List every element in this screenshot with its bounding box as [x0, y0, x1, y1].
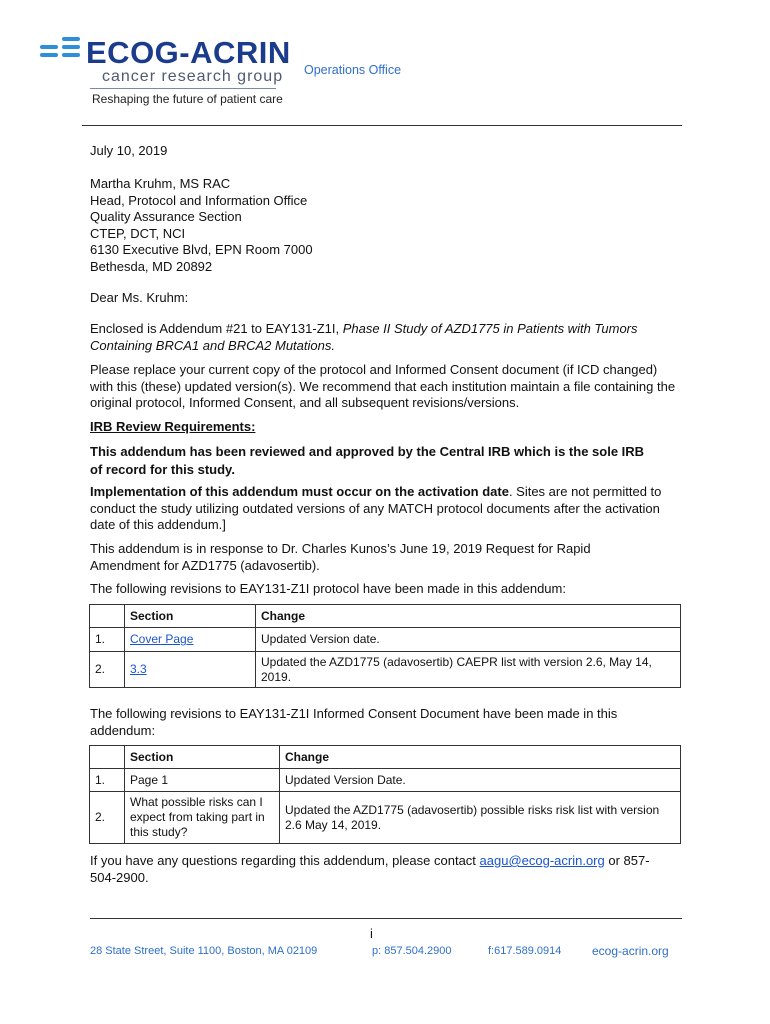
table-row [90, 652, 681, 688]
table-row [90, 792, 681, 844]
table-row [90, 628, 681, 652]
logo-text: ECOG-ACRIN [86, 35, 291, 70]
contact-paragraph [90, 853, 670, 886]
change-cell: Updated Version date. [256, 628, 681, 652]
contact-suffix: or 857-504-2900. [90, 853, 650, 885]
column-header-section: Section [125, 605, 256, 628]
footer-website[interactable]: ecog-acrin.org [592, 944, 669, 958]
address-line: CTEP, DCT, NCI [90, 225, 186, 241]
study-title: Phase II Study of AZD1775 in Patients with Tumors Containing BRCA1 and BRCA2 Mutations. [90, 321, 638, 353]
footer-divider [90, 918, 682, 919]
enclosed-paragraph [90, 321, 690, 354]
section-link-3-3[interactable]: 3.3 [130, 662, 147, 676]
implementation-bold: Implementation of this addendum must occur on the activation date [90, 484, 509, 499]
page-number: i [370, 926, 373, 941]
row-number: 2. [90, 652, 125, 688]
column-header-change: Change [256, 605, 681, 628]
table-header-row [90, 605, 681, 628]
address-line: Head, Protocol and Information Office [90, 192, 308, 208]
address-line: Quality Assurance Section [90, 209, 242, 224]
change-cell: Updated the AZD1775 (adavosertib) possible risks risk list with version 2.6 May 14, 2019. [280, 792, 681, 844]
change-cell: Updated the AZD1775 (adavosertib) CAEPR list with version 2.6, May 14, 2019. [256, 652, 681, 688]
irb-heading [90, 419, 255, 436]
salutation: Dear Ms. Kruhm: [90, 290, 189, 305]
contact-prefix: If you have any questions regarding this addendum, please contact [90, 853, 480, 868]
footer-address: 28 State Street, Suite 1100, Boston, MA 02109 [90, 945, 318, 957]
row-number: 1. [90, 628, 125, 652]
row-number: 2. [90, 792, 125, 844]
letter-date: July 10, 2019 [90, 143, 168, 158]
logo-subtitle: cancer research group [102, 68, 284, 85]
icd-intro: The following revisions to EAY131-Z1I Informed Consent Document have been made in this addendum: [90, 706, 618, 738]
irb-statement-text: This addendum has been reviewed and approved by the Central IRB which is the sole IRB of record for this study. [90, 444, 645, 477]
row-number: 1. [90, 769, 125, 792]
column-header-section: Section [125, 746, 280, 769]
tagline: Reshaping the future of patient care [92, 92, 283, 106]
recipient-address [90, 176, 313, 275]
irb-heading-text: IRB Review Requirements: [90, 419, 256, 434]
footer-fax: f:617.589.0914 [488, 945, 562, 957]
implementation-rest: . Sites are not permitted to conduct the study utilizing outdated versions of any MATCH protocol documents after the activation date of this addendum.] [90, 484, 662, 532]
replace-paragraph: Please replace your current copy of the protocol and Informed Consent document (if ICD changed) with this (these) updated version(s). We recommend that each institution maintain a file containing the original protocol, Informed Consent, and all subsequent revisions/versions. [90, 362, 676, 410]
table-header-row [90, 746, 681, 769]
section-cell: Page 1 [125, 769, 280, 792]
contact-email-link[interactable]: aagu@ecog-acrin.org [479, 853, 605, 868]
address-line: Martha Kruhm, MS RAC [90, 176, 231, 191]
logo-divider [90, 88, 276, 89]
office-label: Operations Office [304, 63, 402, 77]
footer-phone: p: 857.504.2900 [372, 945, 452, 957]
section-cell: What possible risks can I expect from taking part in this study? [125, 792, 280, 844]
protocol-intro: The following revisions to EAY131-Z1I protocol have been made in this addendum: [90, 581, 566, 596]
protocol-revisions-table [89, 604, 681, 688]
implementation-paragraph [90, 484, 670, 534]
address-line: 6130 Executive Blvd, EPN Room 7000 [90, 242, 313, 257]
icd-revisions-table [89, 745, 681, 844]
header-divider [82, 125, 682, 126]
change-cell: Updated Version Date. [280, 769, 681, 792]
table-row [90, 769, 681, 792]
section-link-cover-page[interactable]: Cover Page [130, 632, 194, 646]
irb-statement [90, 443, 650, 479]
enclosed-prefix: Enclosed is Addendum #21 to EAY131-Z1I, [90, 321, 343, 336]
response-paragraph: This addendum is in response to Dr. Charles Kunos’s June 19, 2019 Request for Rapid Amendment for AZD1775 (adavosertib). [90, 541, 591, 573]
address-line: Bethesda, MD 20892 [90, 258, 213, 274]
column-header-change: Change [280, 746, 681, 769]
